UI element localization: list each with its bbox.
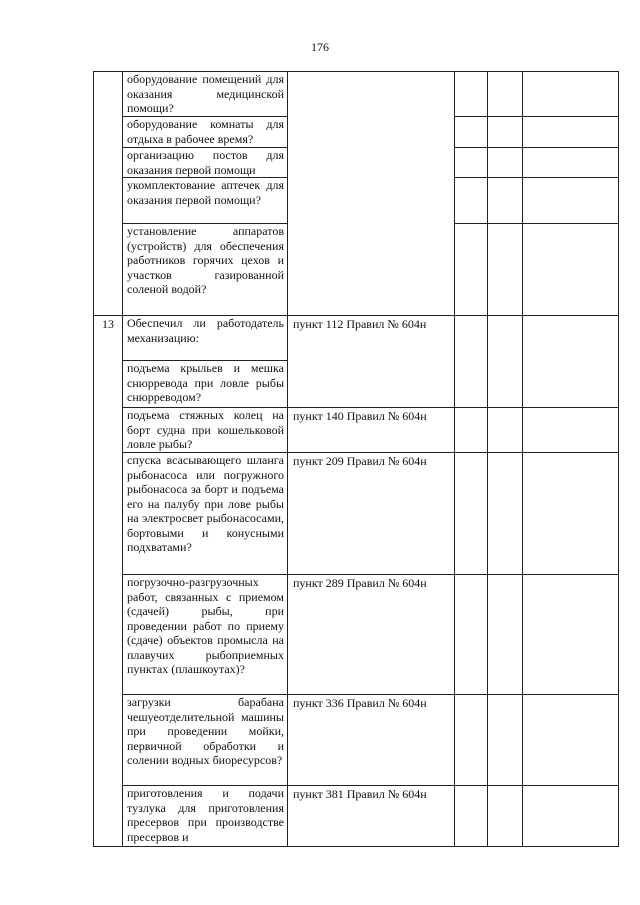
table-row bbox=[94, 72, 619, 117]
no-cell bbox=[488, 408, 523, 453]
not-applicable-cell bbox=[523, 361, 619, 408]
question-cell: организацию постов для оказания первой помощи bbox=[123, 148, 288, 178]
yes-cell bbox=[455, 148, 488, 178]
not-applicable-cell bbox=[523, 117, 619, 148]
page-number: 176 bbox=[311, 40, 329, 54]
yes-cell bbox=[455, 224, 488, 316]
table-row bbox=[94, 453, 619, 575]
not-applicable-cell bbox=[523, 408, 619, 453]
question-cell: приготовления и подачи тузлука для приготовления пресервов при производстве пресервов и bbox=[123, 786, 288, 847]
row-number: 13 bbox=[94, 316, 123, 847]
reference-cell: пункт 289 Правил № 604н bbox=[288, 575, 455, 695]
not-applicable-cell bbox=[523, 72, 619, 117]
no-cell bbox=[488, 453, 523, 575]
no-cell bbox=[488, 72, 523, 117]
table-row bbox=[94, 786, 619, 847]
yes-cell bbox=[455, 72, 488, 117]
yes-cell bbox=[455, 316, 488, 361]
checklist-table bbox=[93, 71, 619, 847]
no-cell bbox=[488, 316, 523, 361]
table-row bbox=[94, 316, 619, 361]
question-cell: спуска всасывающего шланга рыбонасоса или погружного рыбонасоса за борт и подъема его на палубу при лове рыбы на электросвет рыбонасосами, бортовыми и конусными подхватами? bbox=[123, 453, 288, 575]
question-cell: погрузочно-разгрузочных работ, связанных с приемом (сдачей) рыбы, при проведении работ по приему (сдаче) объектов промысла на плавучих рыбоприемных пунктах (плашкоутах)? bbox=[123, 575, 288, 695]
not-applicable-cell bbox=[523, 575, 619, 695]
not-applicable-cell bbox=[523, 224, 619, 316]
yes-cell bbox=[455, 695, 488, 786]
not-applicable-cell bbox=[523, 316, 619, 361]
question-cell: Обеспечил ли работодатель механизацию: bbox=[123, 316, 288, 361]
table-row bbox=[94, 695, 619, 786]
reference-cell: пункт 381 Правил № 604н bbox=[288, 786, 455, 847]
question-cell: подъема стяжных колец на борт судна при кошельковой ловле рыбы? bbox=[123, 408, 288, 453]
question-cell: установление аппаратов (устройств) для обеспечения работников горячих цехов и участков газированной соленой водой? bbox=[123, 224, 288, 316]
no-cell bbox=[488, 361, 523, 408]
yes-cell bbox=[455, 178, 488, 224]
yes-cell bbox=[455, 453, 488, 575]
table-row bbox=[94, 408, 619, 453]
table-row bbox=[94, 575, 619, 695]
question-cell: оборудование помещений для оказания медицинской помощи? bbox=[123, 72, 288, 117]
question-cell: подъема крыльев и мешка снюрревода при ловле рыбы снюрреводом? bbox=[123, 361, 288, 408]
not-applicable-cell bbox=[523, 695, 619, 786]
question-cell: загрузки барабана чешуеотделительной машины при проведении мойки, первичной обработки и солении водных биоресурсов? bbox=[123, 695, 288, 786]
reference-cell: пункт 336 Правил № 604н bbox=[288, 695, 455, 786]
reference-cell: пункт 140 Правил № 604н bbox=[288, 408, 455, 453]
no-cell bbox=[488, 178, 523, 224]
no-cell bbox=[488, 786, 523, 847]
not-applicable-cell bbox=[523, 786, 619, 847]
no-cell bbox=[488, 575, 523, 695]
reference-cell: пункт 112 Правил № 604н bbox=[288, 316, 455, 408]
not-applicable-cell bbox=[523, 148, 619, 178]
yes-cell bbox=[455, 408, 488, 453]
yes-cell bbox=[455, 575, 488, 695]
question-cell: оборудование комнаты для отдыха в рабочее время? bbox=[123, 117, 288, 148]
not-applicable-cell bbox=[523, 453, 619, 575]
reference-cell: пункт 209 Правил № 604н bbox=[288, 453, 455, 575]
yes-cell bbox=[455, 361, 488, 408]
yes-cell bbox=[455, 786, 488, 847]
not-applicable-cell bbox=[523, 178, 619, 224]
yes-cell bbox=[455, 117, 488, 148]
no-cell bbox=[488, 224, 523, 316]
reference-cell bbox=[288, 72, 455, 316]
no-cell bbox=[488, 695, 523, 786]
no-cell bbox=[488, 117, 523, 148]
no-cell bbox=[488, 148, 523, 178]
row-number bbox=[94, 72, 123, 316]
question-cell: укомплектование аптечек для оказания первой помощи? bbox=[123, 178, 288, 224]
